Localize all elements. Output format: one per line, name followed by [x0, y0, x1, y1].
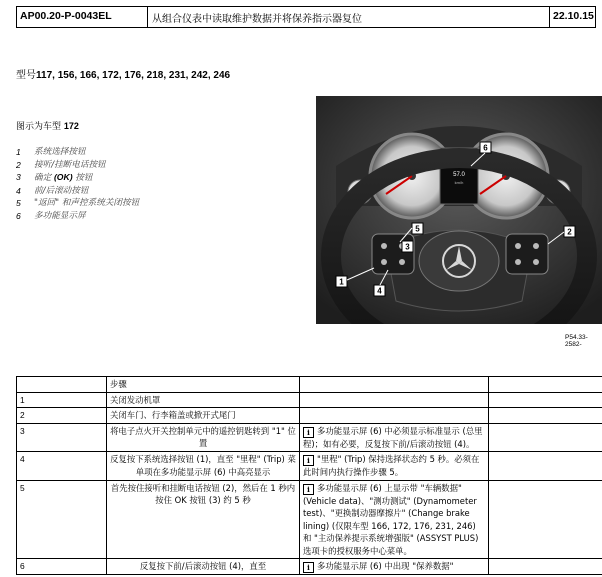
photo-reference-code: P54.33-2582- — [565, 334, 588, 348]
legend-item — [16, 210, 139, 223]
legend-text: 多功能显示屏 — [34, 210, 86, 221]
step-extra — [489, 408, 602, 424]
legend-number: 6 — [16, 210, 21, 221]
step-extra — [489, 423, 602, 452]
step-note — [300, 480, 489, 559]
callout-5: 5 — [415, 224, 420, 234]
step-note-text: 多功能显示屏 (6) 中出现 "保养数据" — [317, 561, 454, 571]
legend-text — [34, 171, 93, 185]
step-operation: 关闭发动机罩 — [107, 392, 300, 408]
legend-text: "返回" 和声控系统关闭按钮 — [34, 198, 140, 208]
legend-text: 系统选择按钮 — [34, 147, 86, 157]
table-header-row — [17, 377, 602, 393]
display-gear-text: P R N D — [449, 156, 469, 162]
step-extra — [489, 392, 602, 408]
legend-item — [16, 159, 139, 172]
info-icon: i — [303, 484, 314, 495]
legend-text-bold: (OK) — [53, 172, 73, 182]
step-note — [300, 408, 489, 424]
callout-1: 1 — [339, 277, 344, 287]
display-speed-text: 57.0 — [453, 172, 465, 178]
header-cell-note — [300, 377, 489, 393]
model-line — [16, 66, 230, 81]
step-note — [300, 452, 489, 481]
info-icon: i — [303, 455, 314, 466]
legend-text-post: 按钮 — [75, 173, 93, 183]
legend-text: 前/后滚动按钮 — [34, 185, 89, 196]
document-header — [16, 6, 596, 28]
table-row — [17, 408, 602, 424]
step-note — [300, 559, 489, 575]
step-operation: 反复按下系统选择按钮 (1)，直至 "里程" (Trip) 菜单项在多功能显示屏 (6) 中高亮显示 — [107, 452, 300, 481]
document-title: 从组合仪表中读取维护数据并将保养指示器复位 — [148, 7, 550, 27]
step-note-text: 多功能显示屏 (6) 中必须显示标准显示 (总里程)；如有必要，反复按下前/后滚动按钮 (4)。 — [303, 425, 483, 449]
step-operation: 将电子点火开关控制单元中的遥控钥匙转到 "1" 位置 — [107, 423, 300, 452]
model-prefix: 型号 — [16, 70, 36, 81]
callout-2: 2 — [567, 227, 572, 237]
document-id: AP00.20-P-0043EL — [17, 7, 148, 27]
legend-number: 1 — [16, 147, 21, 157]
legend-item — [16, 185, 139, 198]
step-number: 4 — [17, 452, 107, 481]
legend-number: 2 — [16, 159, 21, 170]
table-row — [17, 392, 602, 408]
legend-item — [16, 171, 139, 185]
table-row — [17, 423, 602, 452]
table-row — [17, 480, 602, 559]
callout-3: 3 — [405, 242, 410, 252]
figure-caption — [16, 119, 79, 132]
legend-item — [16, 197, 139, 210]
figure-legend — [16, 146, 139, 222]
step-number: 5 — [17, 480, 107, 559]
step-extra — [489, 480, 602, 559]
info-icon: i — [303, 562, 314, 573]
legend-number: 4 — [16, 185, 21, 196]
callout-6: 6 — [483, 143, 488, 153]
caption-model: 172 — [63, 121, 79, 131]
legend-item — [16, 146, 139, 159]
document-date: 22.10.15 — [553, 10, 594, 22]
step-number: 2 — [17, 408, 107, 424]
step-note — [300, 423, 489, 452]
legend-number: 3 — [16, 172, 21, 182]
step-extra — [489, 559, 602, 575]
step-operation: 首先按住接听和挂断电话按钮 (2)，然后在 1 秒内按住 OK 按钮 (3) 约 5 秒 — [107, 480, 300, 559]
step-extra — [489, 452, 602, 481]
table-row — [17, 559, 602, 575]
step-operation: 关闭车门、行李箱盖或掀开式尾门 — [107, 408, 300, 424]
step-operation: 反复按下前/后滚动按钮 (4)，直至 — [107, 559, 300, 575]
legend-number: 5 — [16, 198, 21, 208]
header-cell-extra — [489, 377, 602, 393]
step-number: 6 — [17, 559, 107, 575]
step-note-text: 多功能显示屏 (6) 上显示带 "车辆数据" (Vehicle data)、"测功测试" (Dynamometer test)、"更换制动器摩擦片" (Change brake lining) (仅限车型 166, 172, 176, 231, 246) 和 "主动保养提示系统增强版" (ASSYST PLUS) 选项卡的授权服务中心菜单。 — [303, 482, 479, 556]
step-note — [300, 392, 489, 408]
callout-4: 4 — [377, 286, 382, 296]
step-number: 3 — [17, 423, 107, 452]
legend-text: 接听/挂断电话按钮 — [34, 159, 106, 170]
header-cell-operation: 步骤 — [107, 377, 300, 393]
header-cell-number — [17, 377, 107, 393]
info-icon: i — [303, 427, 314, 438]
caption-prefix: 图示为车型 — [16, 122, 62, 132]
legend-text-pre: 确定 — [34, 173, 52, 183]
table-row — [17, 452, 602, 481]
procedure-table — [16, 376, 602, 575]
display-unit-text: km/h — [454, 180, 464, 185]
steering-wheel-photo — [316, 96, 602, 324]
step-number: 1 — [17, 392, 107, 408]
step-note-text: "里程" (Trip) 保持选择状态约 5 秒。必须在此时间内执行操作步骤 5。 — [303, 454, 480, 477]
model-list: 117, 156, 166, 172, 176, 218, 231, 242, 246 — [36, 70, 231, 81]
